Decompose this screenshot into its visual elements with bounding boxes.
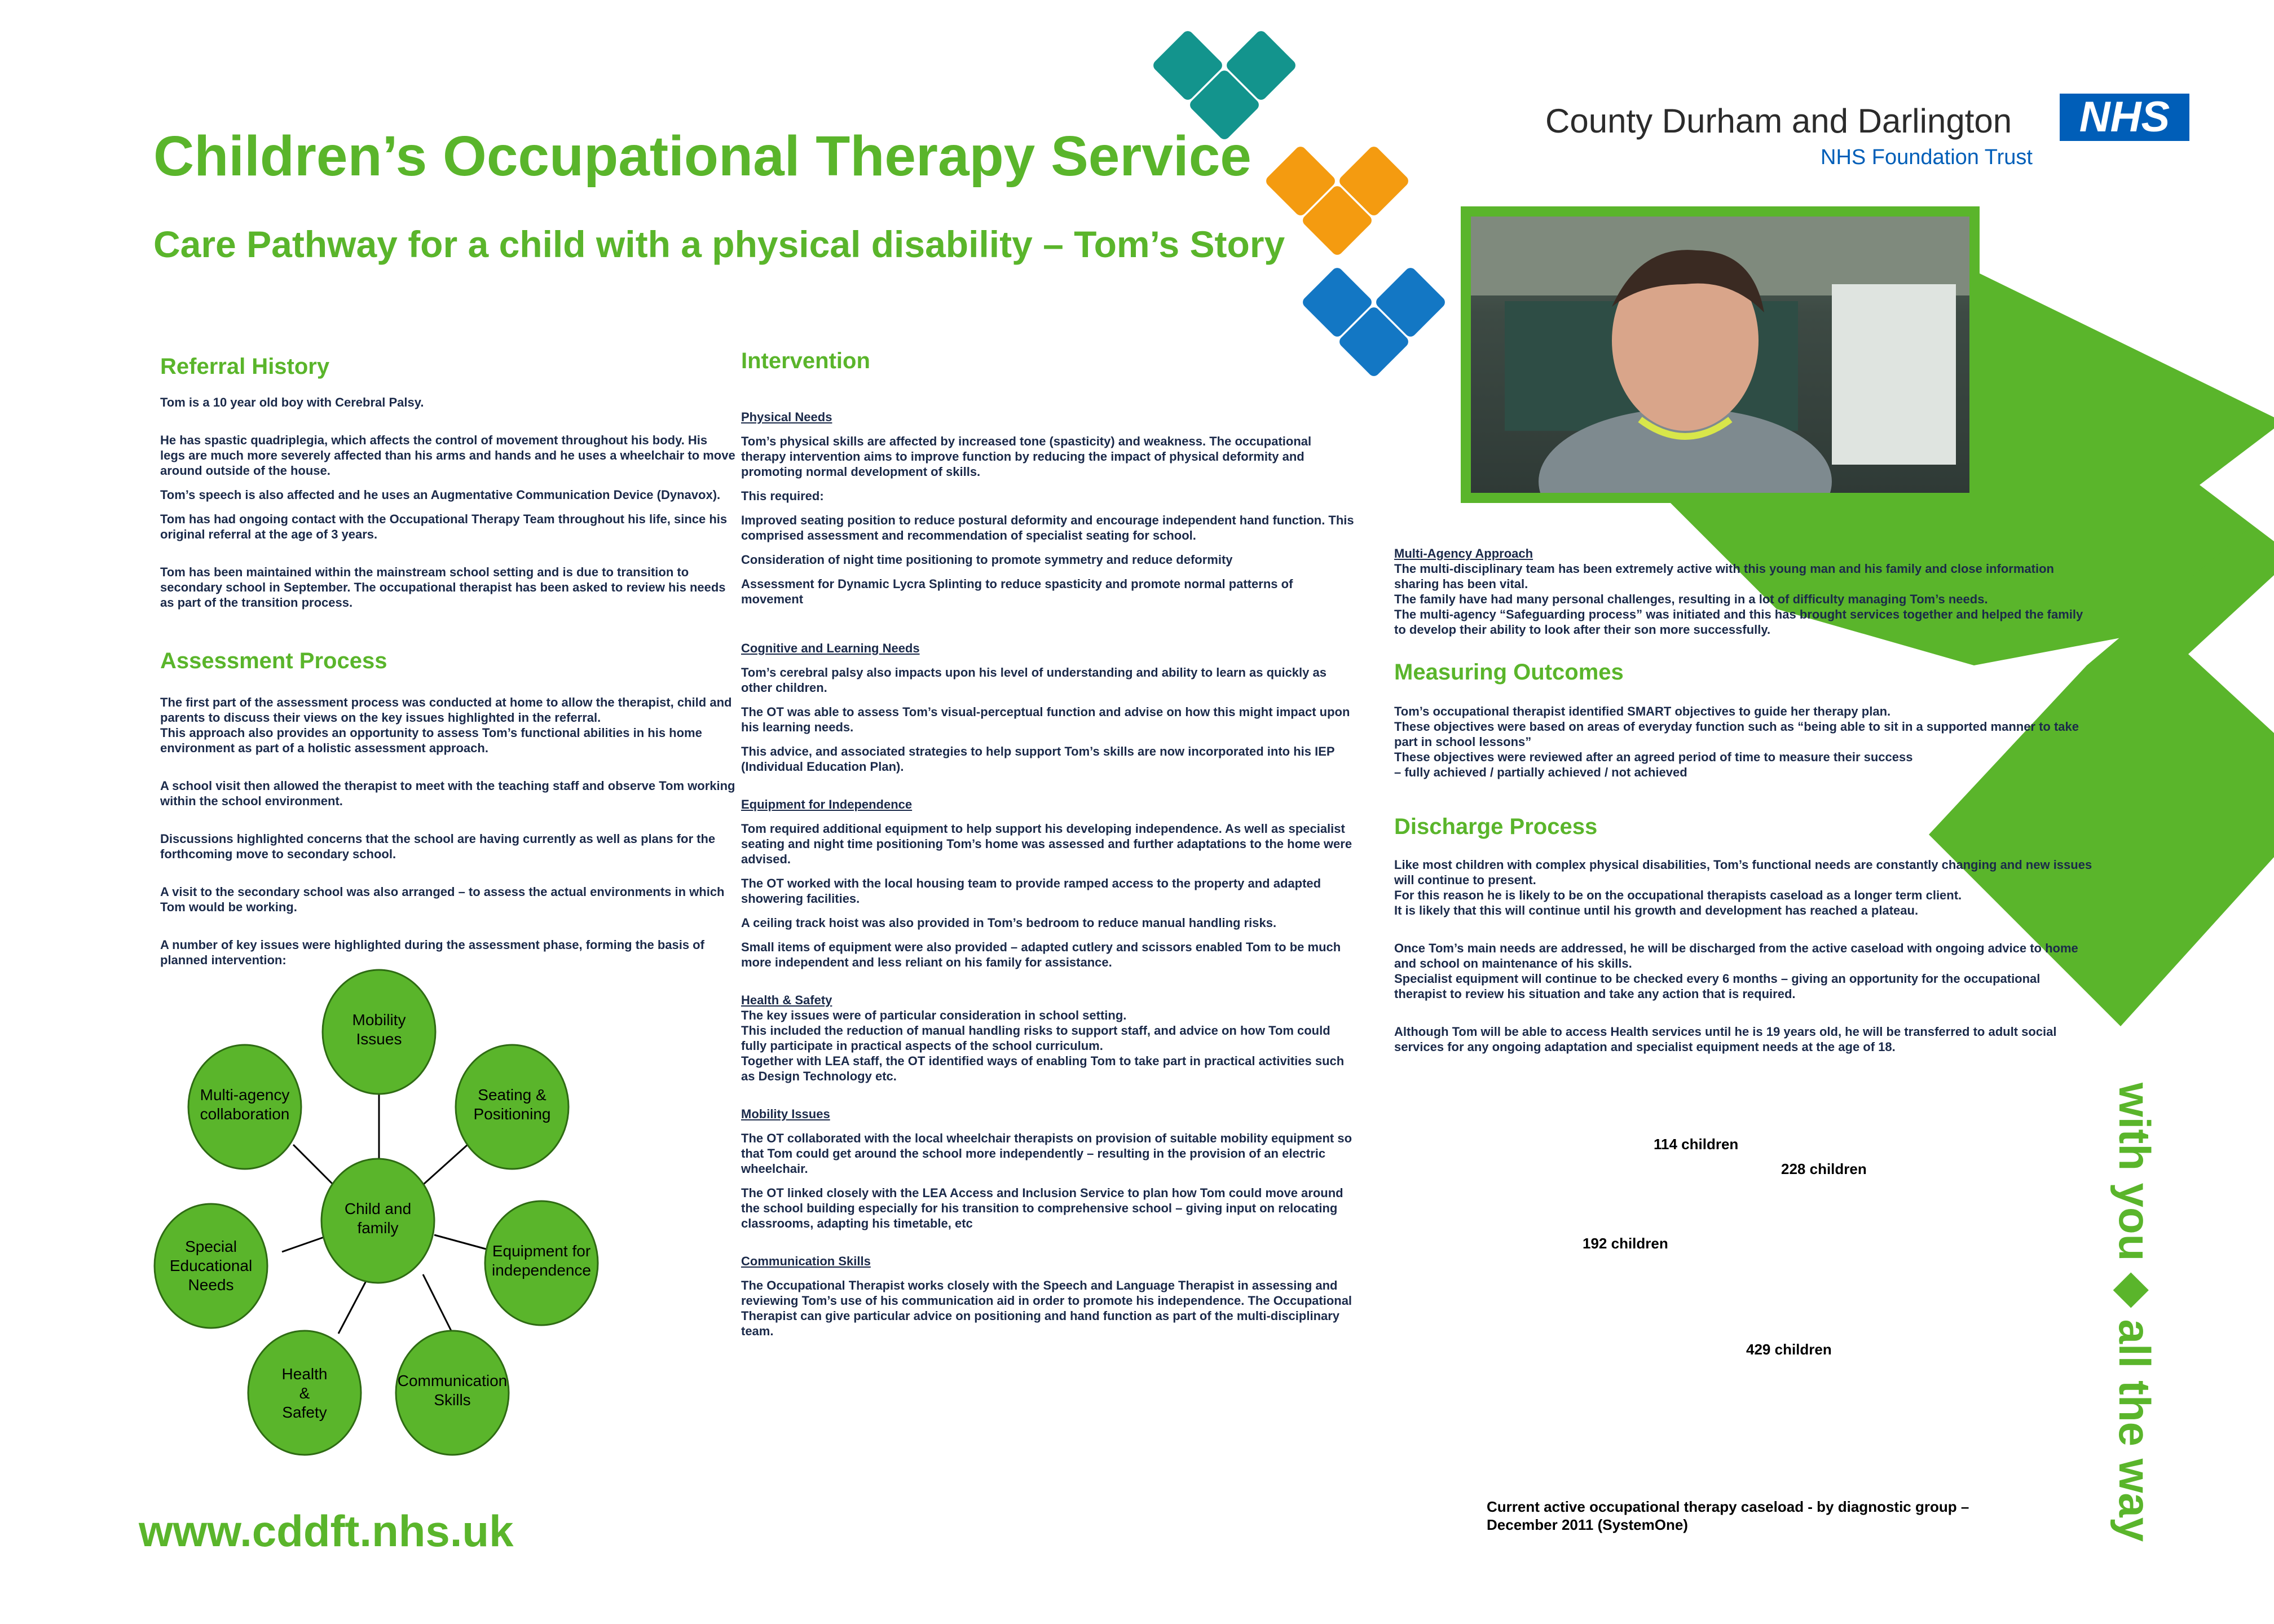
intervention-paragraph: A ceiling track hoist was also provided in Tom’s bedroom to reduce manual handling risks. [741,916,1277,930]
measuring-heading: Measuring Outcomes [1394,660,1624,685]
node-label: & [299,1384,310,1402]
child-photo [1471,217,1969,493]
node-label: Health [281,1365,328,1383]
intervention-paragraph: This required: [741,489,824,503]
node-label: Multi-agency [200,1086,290,1104]
intervention-paragraph: Small items of equipment were also provided – adapted cutlery and scissors enabled Tom to be much more independent and less reliant on his family for assistance. [741,940,1341,969]
node-label: Communication [397,1372,508,1389]
discharge-body [1394,857,2094,1063]
measuring-text: Tom’s occupational therapist identified SMART objectives to guide her therapy plan. These objectives were based on areas of everyday function such as “being able to sit in a supported manner to take part in school lessons” These objectives were reviewed after an agreed period of time to measure their success – fully achieved / partially achieved / not achieved [1394,704,2079,779]
intervention-paragraph: Assessment for Dynamic Lycra Splinting to reduce spasticity and promote normal patterns of movement [741,577,1293,606]
node-label: family [357,1219,399,1237]
node-label: Mobility [352,1011,406,1029]
node-label: Safety [282,1404,327,1421]
intervention-paragraph: Tom’s cerebral palsy also impacts upon his level of understanding and ability to learn as quickly as other children. [741,665,1326,695]
page-title: Children’s Occupational Therapy Service [153,125,1251,188]
assessment-body [160,695,735,977]
intervention-paragraph: The OT worked with the local housing team to provide ramped access to the property and adapted showering facilities. [741,876,1321,906]
referral-paragraph: Tom’s speech is also affected and he uses an Augmentative Communication Device (Dynavox). [160,488,721,502]
assessment-paragraph: This approach also provides an opportunity to assess Tom’s functional abilities in his home environment as part of a holistic assessment approach. [160,726,702,755]
trust-logo-name: County Durham and Darlington [1545,102,2012,140]
assessment-paragraph: A visit to the secondary school was also arranged – to assess the actual environments in which Tom would be working. [160,885,725,914]
blue-diamonds [1301,266,1447,378]
intervention-paragraph: This advice, and associated strategies to help support Tom’s skills are now incorporated into his IEP (Individual Education Plan). [741,744,1335,774]
referral-paragraph: Tom has had ongoing contact with the Occupational Therapy Team throughout his life, since his original referral at the age of 3 years. [160,512,728,541]
multi-agency-title: Multi-Agency Approach [1394,546,1533,561]
orange-diamonds [1264,144,1411,257]
intervention-section-title: Communication Skills [741,1254,871,1268]
intervention-section-title: Equipment for Independence [741,797,913,811]
node-label: Special [185,1238,237,1255]
photo-frame [1461,206,1980,503]
intervention-paragraph: The OT was able to assess Tom’s visual-perceptual function and advise on how this might impact upon his learning needs. [741,705,1350,734]
referral-paragraph: He has spastic quadriplegia, which affects the control of movement throughout his body. His legs are much more severely affected than his arms and hands and he uses a wheelchair to move around outside of the house. [160,433,735,478]
pie-data-label: 192 children [1583,1235,1668,1252]
website-url[interactable]: www.cddft.nhs.uk [139,1506,514,1556]
intervention-paragraph: The OT collaborated with the local wheelchair therapists on provision of suitable mobility equipment so that Tom could get around the school more independently – resulting in the provision of an electric wheelchair. [741,1131,1352,1176]
intervention-heading: Intervention [741,348,870,373]
key-issues-diagram [147,959,620,1466]
intervention-paragraph: The OT linked closely with the LEA Access and Inclusion Service to plan how Tom could move around the school building especially for his transition to comprehensive school – giving input on relocating classrooms, adapting his timetable, etc [741,1186,1343,1230]
node-label: Needs [188,1276,234,1294]
assessment-paragraph: A school visit then allowed the therapist to meet with the teaching staff and observe Tom working within the school environment. [160,779,735,808]
intervention-paragraph: Improved seating position to reduce postural deformity and encourage independent hand function. This comprised assessment and recommendation of specialist seating for school. [741,513,1354,542]
intervention-section-title: Health & Safety [741,993,832,1007]
pie-data-label: 114 children [1654,1136,1739,1153]
intervention-paragraph: The key issues were of particular consideration in school setting. This included the reduction of manual handling risks to support staff, and advice on how Tom could fully participate in practical aspects of the school curriculum. Together with LEA staff, the OT identified ways of enabling Tom to take part in practical activities such as Design Technology etc. [741,1008,1345,1083]
node-label: Child and [344,1200,412,1217]
discharge-paragraph: Once Tom’s main needs are addressed, he will be discharged from the active caseload with ongoing advice to home and school on maintenance of his skills. Specialist equipment will continue to be checked every 6 months – giving an opportunity for the occupational therapist to review his situation and take any action that is required. [1394,941,2078,1001]
node-label: Educational [169,1257,253,1274]
node-label: independence [492,1261,591,1279]
intervention-paragraph: Tom’s physical skills are affected by increased tone (spasticity) and weakness. The occupational therapy intervention aims to improve function by reducing the impact of physical deformity and promoting normal development of skills. [741,434,1312,479]
assessment-paragraph: The first part of the assessment process was conducted at home to allow the therapist, child and parents to discuss their views on the key issues highlighted in the referral. [160,695,732,725]
intervention-body [741,409,1356,1348]
page-subtitle: Care Pathway for a child with a physical disability – Tom’s Story [153,223,1285,265]
referral-body [160,395,735,619]
assessment-paragraph: A number of key issues were highlighted during the assessment phase, forming the basis of planned intervention: [160,938,704,967]
nhs-logo-badge: NHS [2060,94,2189,141]
intervention-paragraph: Consideration of night time positioning to promote symmetry and reduce deformity [741,553,1233,567]
node-label: Skills [434,1391,471,1409]
multi-agency-block [1394,546,2094,637]
node-label: Equipment for [492,1242,591,1260]
intervention-paragraph: Tom required additional equipment to help support his developing independence. As well as specialist seating and night time positioning Tom’s home was assessed and further adaptations to the home were advised. [741,822,1352,866]
discharge-paragraph: Like most children with complex physical disabilities, Tom’s functional needs are constantly changing and new issues will continue to present. For this reason he is likely to be on the occupational therapists caseload as a longer term client. It is likely that this will continue until his growth and development has reached a plateau. [1394,858,2092,917]
tagline-vertical: with you ◆ all the way [2110,1083,2160,1542]
referral-paragraph: Tom is a 10 year old boy with Cerebral Palsy. [160,395,424,409]
assessment-heading: Assessment Process [160,648,387,673]
intervention-section-title: Mobility Issues [741,1107,830,1121]
node-label: collaboration [200,1105,290,1123]
pie-data-label: 228 children [1781,1160,1867,1177]
discharge-heading: Discharge Process [1394,814,1598,839]
referral-heading: Referral History [160,354,330,379]
trust-logo-sub: NHS Foundation Trust [1821,145,2033,169]
intervention-section-title: Cognitive and Learning Needs [741,641,920,655]
referral-paragraph: Tom has been maintained within the mainstream school setting and is due to transition to secondary school in September. The occupational therapist has been asked to review his needs as part of the transition process. [160,565,726,610]
child-photo-illustration [1471,217,1969,493]
node-label: Positioning [473,1105,551,1123]
intervention-paragraph: The Occupational Therapist works closely with the Speech and Language Therapist in assessing and reviewing Tom’s use of his communication aid in order to promote his independence. The Occupational Therapist can give particular advice on positioning and hand function as part of the multi-disciplinary team. [741,1278,1352,1338]
node-label: Issues [356,1030,402,1048]
multi-agency-text: The multi-disciplinary team has been extremely active with this young man and his family and close information sharing has been vital. The family have had many personal challenges, resulting in a lot of difficulty managing Tom’s needs. The multi-agency “Safeguarding process” was initiated and this has brought services together and helped the family to develop their ability to look after their son more successfully. [1394,562,2083,637]
chart-caption: Current active occupational therapy caseload - by diagnostic group – December 2011 (SystemOne) [1487,1498,1969,1533]
node-label: Seating & [478,1086,547,1104]
assessment-paragraph: Discussions highlighted concerns that the school are having currently as well as plans for the forthcoming move to secondary school. [160,832,716,861]
discharge-paragraph: Although Tom will be able to access Health services until he is 19 years old, he will be transferred to adult social services for any ongoing adaptation and specialist equipment needs at the age of 18. [1394,1025,2057,1054]
pie-data-label: 429 children [1746,1341,1832,1358]
intervention-section-title: Physical Needs [741,410,832,424]
